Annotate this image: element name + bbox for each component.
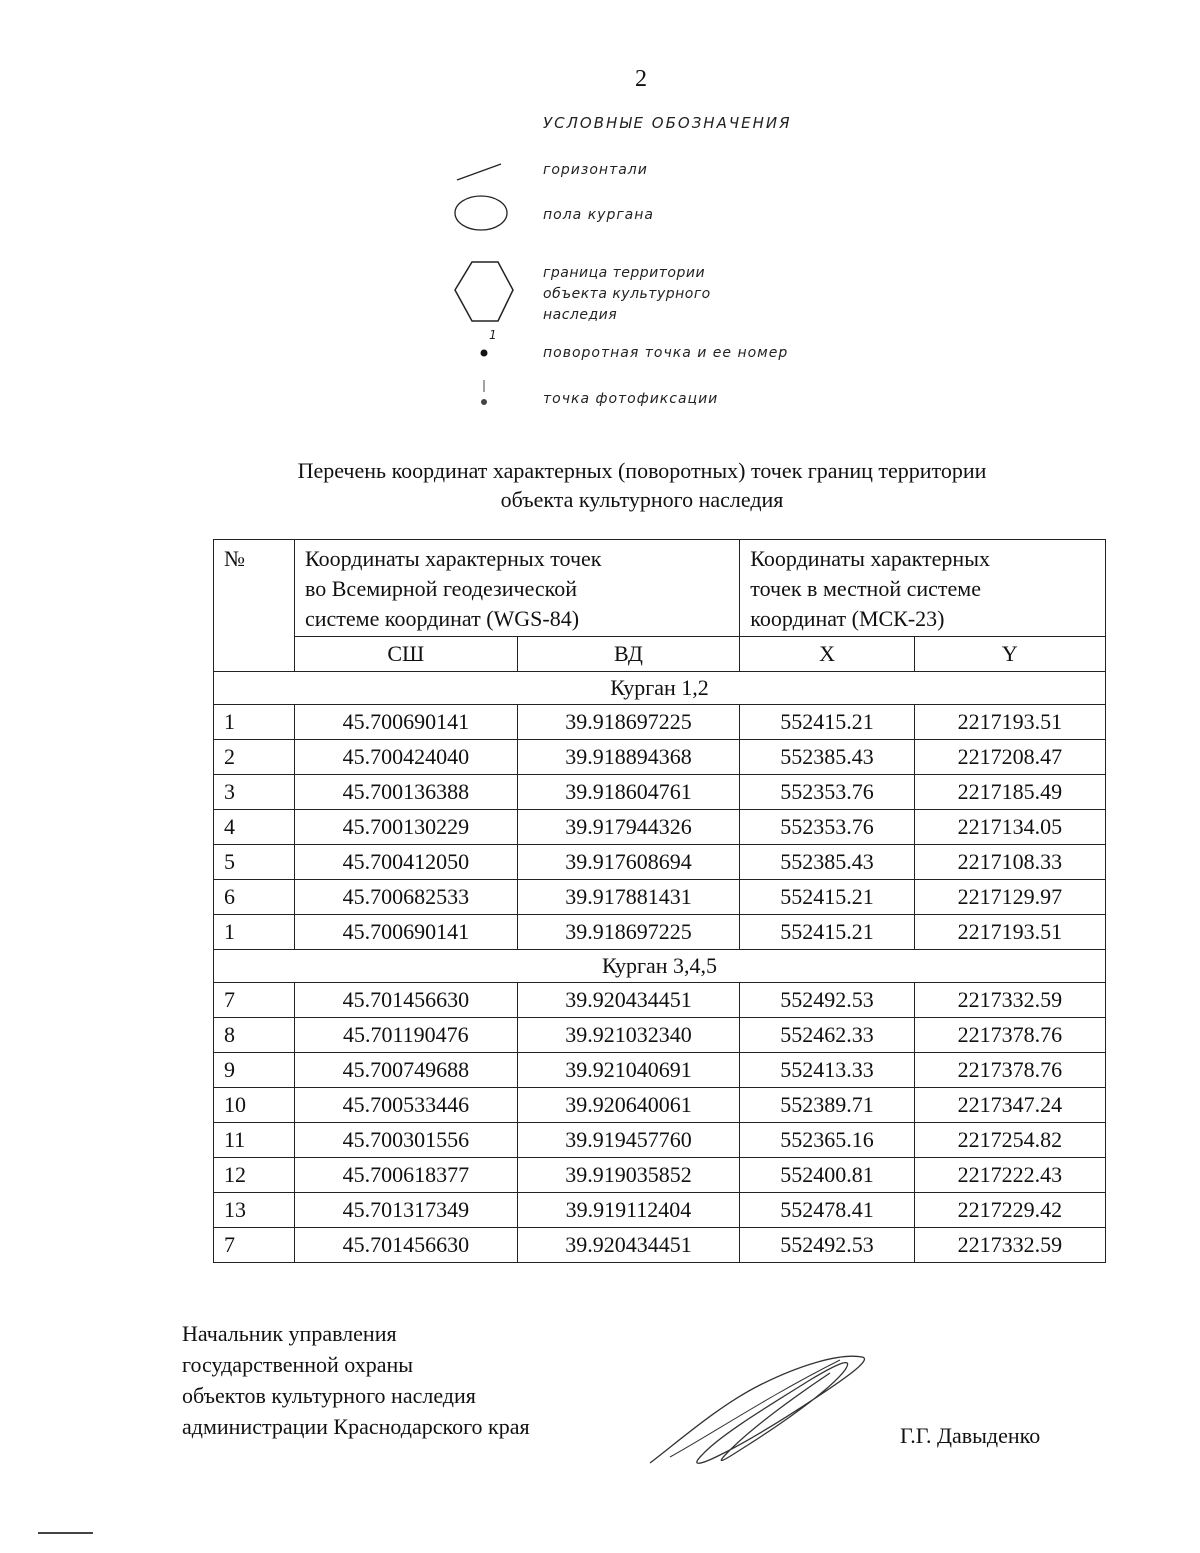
- table-header-row: [214, 540, 1106, 637]
- latitude-cell: 45.700424040: [295, 740, 518, 775]
- legend-label-contour: горизонтали: [543, 162, 648, 178]
- y-cell: 2217208.47: [914, 740, 1105, 775]
- longitude-cell: 39.919457760: [517, 1123, 740, 1158]
- table-row: [214, 1228, 1106, 1263]
- longitude-cell: 39.921032340: [517, 1018, 740, 1053]
- point-number-cell: 2: [214, 740, 295, 775]
- point-number-cell: 12: [214, 1158, 295, 1193]
- table-subheader-row: [214, 637, 1106, 672]
- y-cell: 2217378.76: [914, 1053, 1105, 1088]
- y-cell: 2217193.51: [914, 705, 1105, 740]
- point-number-cell: 11: [214, 1123, 295, 1158]
- y-cell: 2217193.51: [914, 915, 1105, 950]
- table-group-row: [214, 672, 1106, 705]
- latitude-cell: 45.700130229: [295, 810, 518, 845]
- photo-point-icon: [476, 378, 492, 410]
- latitude-cell: 45.700301556: [295, 1123, 518, 1158]
- header-msk23: [740, 540, 1106, 637]
- header-line: координат (МСК-23): [750, 606, 945, 631]
- handwritten-signature: [640, 1345, 880, 1475]
- latitude-cell: 45.700749688: [295, 1053, 518, 1088]
- y-cell: 2217108.33: [914, 845, 1105, 880]
- signatory-name: Г.Г. Давыденко: [900, 1423, 1041, 1448]
- x-cell: 552462.33: [740, 1018, 914, 1053]
- list-title-line: Перечень координат характерных (поворотных) точек границ территории: [297, 458, 987, 483]
- longitude-cell: 39.918604761: [517, 775, 740, 810]
- list-title-line: объекта культурного наследия: [500, 487, 784, 512]
- latitude-cell: 45.700533446: [295, 1088, 518, 1123]
- longitude-cell: 39.920434451: [517, 983, 740, 1018]
- longitude-cell: 39.918697225: [517, 705, 740, 740]
- header-line: Координаты характерных точек: [305, 546, 602, 571]
- page-dash: [38, 1532, 93, 1534]
- y-cell: 2217229.42: [914, 1193, 1105, 1228]
- header-line: Координаты характерных: [750, 546, 990, 571]
- y-cell: 2217185.49: [914, 775, 1105, 810]
- latitude-cell: 45.700690141: [295, 915, 518, 950]
- longitude-cell: 39.917944326: [517, 810, 740, 845]
- table-row: [214, 810, 1106, 845]
- x-cell: 552492.53: [740, 983, 914, 1018]
- longitude-cell: 39.917608694: [517, 845, 740, 880]
- table-row: [214, 775, 1106, 810]
- x-cell: 552478.41: [740, 1193, 914, 1228]
- longitude-cell: 39.919112404: [517, 1193, 740, 1228]
- longitude-cell: 39.919035852: [517, 1158, 740, 1193]
- table-row: [214, 915, 1106, 950]
- x-cell: 552415.21: [740, 705, 914, 740]
- x-cell: 552389.71: [740, 1088, 914, 1123]
- signatory-position-line: Начальник управления: [182, 1321, 397, 1346]
- page-number: 2: [635, 66, 647, 92]
- turning-point-number: 1: [489, 328, 498, 342]
- point-number-cell: 8: [214, 1018, 295, 1053]
- legend-title: УСЛОВНЫЕ ОБОЗНАЧЕНИЯ: [543, 114, 792, 132]
- x-cell: 552400.81: [740, 1158, 914, 1193]
- longitude-cell: 39.918697225: [517, 915, 740, 950]
- point-number-cell: 1: [214, 915, 295, 950]
- table-row: [214, 705, 1106, 740]
- point-number-cell: 1: [214, 705, 295, 740]
- legend-label-line: наследия: [543, 307, 618, 323]
- table-row: [214, 1018, 1106, 1053]
- y-cell: 2217378.76: [914, 1018, 1105, 1053]
- header-line: точек в местной системе: [750, 576, 981, 601]
- table-row: [214, 1193, 1106, 1228]
- latitude-cell: 45.700682533: [295, 880, 518, 915]
- longitude-cell: 39.921040691: [517, 1053, 740, 1088]
- table-row: [214, 880, 1106, 915]
- x-cell: 552415.21: [740, 915, 914, 950]
- table-row: [214, 983, 1106, 1018]
- x-cell: 552413.33: [740, 1053, 914, 1088]
- x-cell: 552353.76: [740, 775, 914, 810]
- contour-line-icon: [455, 160, 505, 184]
- longitude-cell: 39.918894368: [517, 740, 740, 775]
- header-line: во Всемирной геодезической: [305, 576, 577, 601]
- table-row: [214, 845, 1106, 880]
- table-row: [214, 1158, 1106, 1193]
- point-number-cell: 13: [214, 1193, 295, 1228]
- coordinates-table: [213, 539, 1106, 1263]
- longitude-cell: 39.920434451: [517, 1228, 740, 1263]
- turning-point-icon: [476, 345, 492, 361]
- point-number-cell: 7: [214, 983, 295, 1018]
- table-row: [214, 740, 1106, 775]
- hexagon-icon: [450, 259, 520, 329]
- y-cell: 2217332.59: [914, 983, 1105, 1018]
- table-row: [214, 1088, 1106, 1123]
- legend-label-line: объекта культурного: [543, 286, 711, 302]
- point-number-cell: 4: [214, 810, 295, 845]
- legend-label-turning-point: поворотная точка и ее номер: [543, 345, 789, 361]
- latitude-cell: 45.701456630: [295, 983, 518, 1018]
- group-title: Курган 3,4,5: [214, 950, 1106, 983]
- coordinates-list-title: [150, 456, 1134, 514]
- x-cell: 552353.76: [740, 810, 914, 845]
- header-line: системе координат (WGS-84): [305, 606, 580, 631]
- y-cell: 2217347.24: [914, 1088, 1105, 1123]
- legend-label-mound-edge: пола кургана: [543, 207, 654, 223]
- signatory-position: [182, 1318, 530, 1442]
- x-cell: 552385.43: [740, 845, 914, 880]
- latitude-cell: 45.700618377: [295, 1158, 518, 1193]
- point-number-cell: 9: [214, 1053, 295, 1088]
- header-number: №: [214, 540, 295, 672]
- latitude-cell: 45.701456630: [295, 1228, 518, 1263]
- header-longitude: ВД: [517, 637, 740, 672]
- y-cell: 2217222.43: [914, 1158, 1105, 1193]
- signatory-position-line: администрации Краснодарского края: [182, 1414, 530, 1439]
- latitude-cell: 45.700412050: [295, 845, 518, 880]
- ellipse-icon: [451, 193, 511, 235]
- table-row: [214, 1123, 1106, 1158]
- header-y: Y: [914, 637, 1105, 672]
- legend-label-boundary: [543, 263, 711, 326]
- signatory-position-line: государственной охраны: [182, 1352, 414, 1377]
- point-number-cell: 3: [214, 775, 295, 810]
- x-cell: 552385.43: [740, 740, 914, 775]
- x-cell: 552492.53: [740, 1228, 914, 1263]
- y-cell: 2217129.97: [914, 880, 1105, 915]
- point-number-cell: 10: [214, 1088, 295, 1123]
- table-group-row: [214, 950, 1106, 983]
- header-x: X: [740, 637, 914, 672]
- y-cell: 2217254.82: [914, 1123, 1105, 1158]
- longitude-cell: 39.917881431: [517, 880, 740, 915]
- group-title: Курган 1,2: [214, 672, 1106, 705]
- header-latitude: СШ: [295, 637, 518, 672]
- latitude-cell: 45.700690141: [295, 705, 518, 740]
- latitude-cell: 45.701317349: [295, 1193, 518, 1228]
- x-cell: 552415.21: [740, 880, 914, 915]
- latitude-cell: 45.700136388: [295, 775, 518, 810]
- header-wgs84: [295, 540, 740, 637]
- signatory-position-line: объектов культурного наследия: [182, 1383, 476, 1408]
- latitude-cell: 45.701190476: [295, 1018, 518, 1053]
- y-cell: 2217332.59: [914, 1228, 1105, 1263]
- y-cell: 2217134.05: [914, 810, 1105, 845]
- legend-label-photo-point: точка фотофиксации: [543, 391, 719, 407]
- table-row: [214, 1053, 1106, 1088]
- longitude-cell: 39.920640061: [517, 1088, 740, 1123]
- x-cell: 552365.16: [740, 1123, 914, 1158]
- point-number-cell: 7: [214, 1228, 295, 1263]
- point-number-cell: 5: [214, 845, 295, 880]
- legend-label-line: граница территории: [543, 265, 706, 281]
- point-number-cell: 6: [214, 880, 295, 915]
